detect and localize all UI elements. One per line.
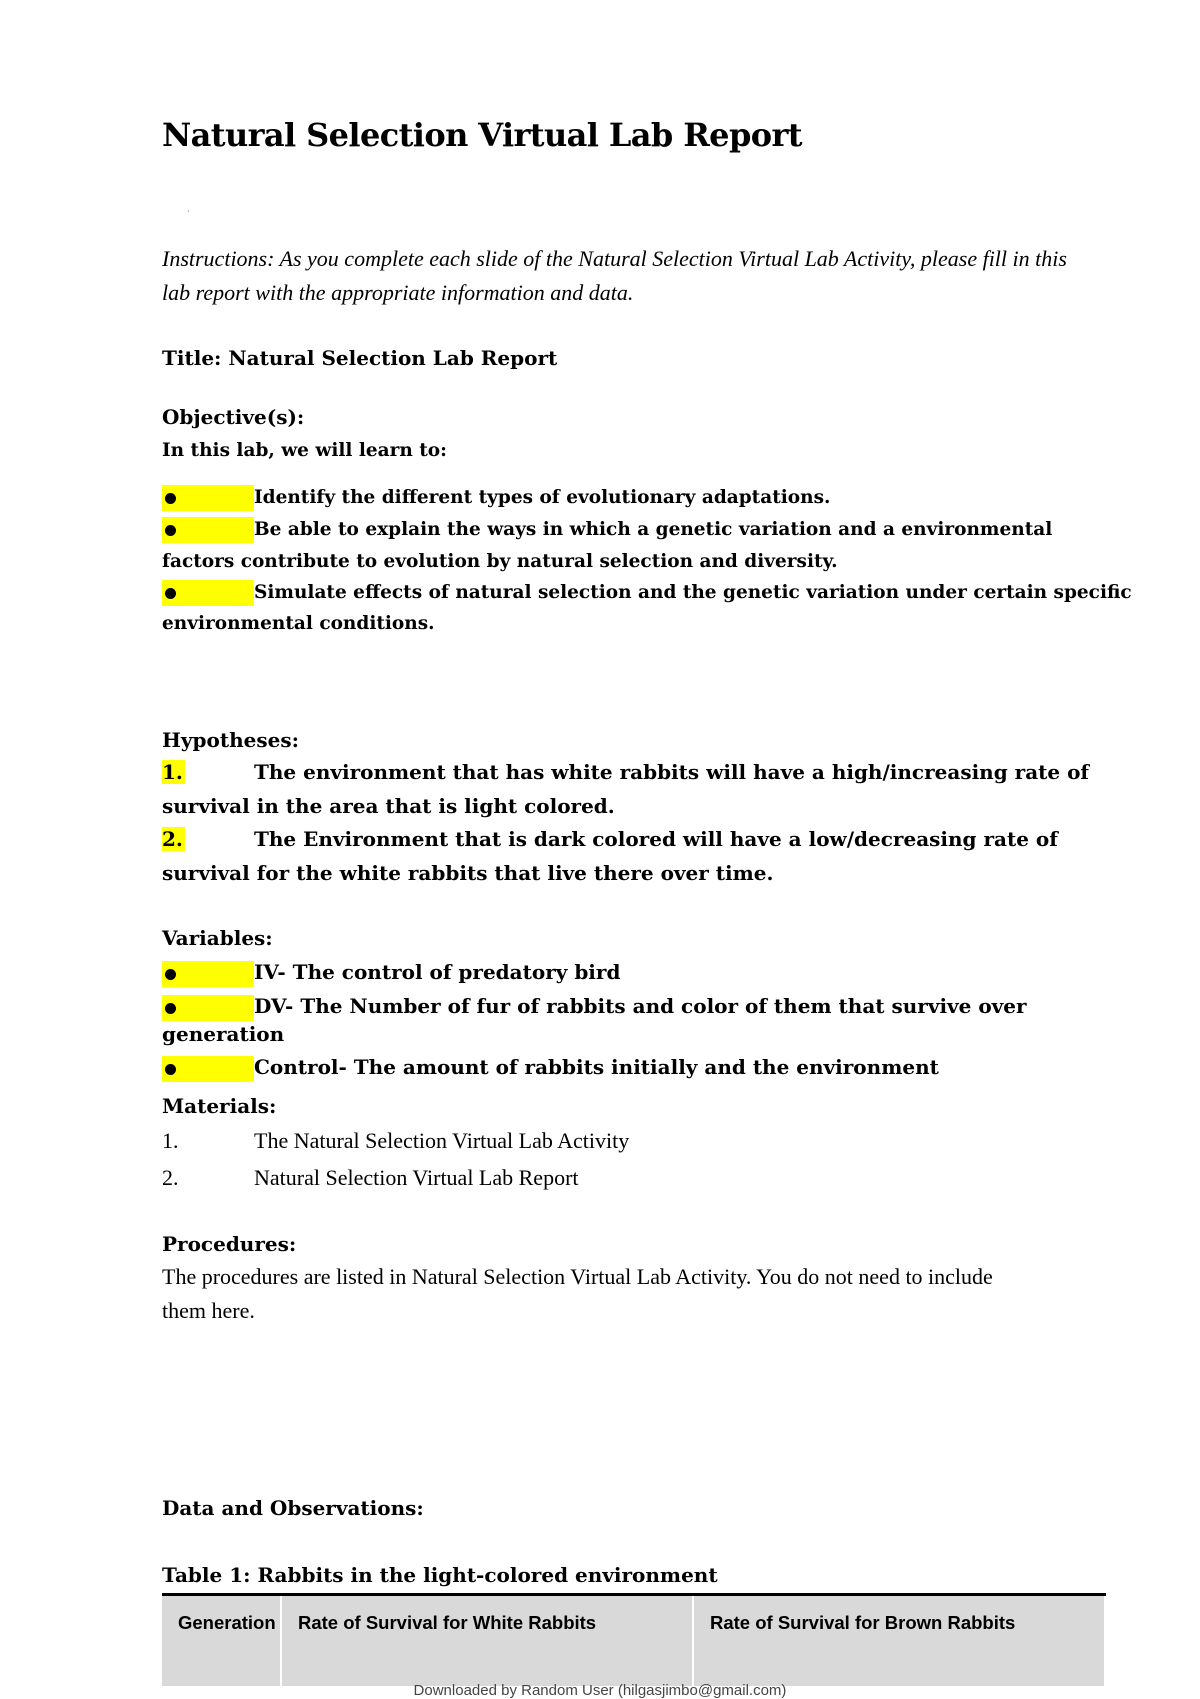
variable-text-continued: generation <box>162 1022 285 1046</box>
procedures-text: The procedures are listed in Natural Selection Virtual Lab Activity. You do not need to include <box>162 1264 993 1289</box>
material-number: 1. <box>162 1128 179 1153</box>
hypothesis-text: The Environment that is dark colored will have a low/decreasing rate of <box>254 827 1058 851</box>
table-header-row <box>162 1595 1105 1687</box>
objective-text: Be able to explain the ways in which a genetic variation and a environmental <box>254 519 1053 540</box>
table1-caption: Table 1: Rabbits in the light-colored environment <box>162 1563 718 1587</box>
bullet-icon <box>162 580 254 606</box>
data-heading: Data and Observations: <box>162 1496 424 1520</box>
table-header-brown-rabbits: Rate of Survival for Brown Rabbits <box>693 1595 1105 1687</box>
table-header-generation: Generation <box>162 1595 281 1687</box>
material-text: Natural Selection Virtual Lab Report <box>254 1165 579 1190</box>
objective-text-continued: environmental conditions. <box>162 613 435 634</box>
instructions-text: Instructions: As you complete each slide of the Natural Selection Virtual Lab Activity, please fill in this lab report with the appropriate information and data. <box>162 246 1067 305</box>
hypothesis-text: The environment that has white rabbits will have a high/increasing rate of <box>254 760 1090 784</box>
objective-item <box>162 485 831 511</box>
objective-item <box>162 517 1053 543</box>
procedures-text-continued: them here. <box>162 1298 255 1323</box>
objective-item <box>162 580 1132 606</box>
download-footer: Downloaded by Random User (hilgasjimbo@gmail.com) <box>413 1682 787 1699</box>
table-header-white-rabbits: Rate of Survival for White Rabbits <box>281 1595 693 1687</box>
small-mark: · <box>187 207 190 216</box>
objective-text-continued: factors contribute to evolution by natural selection and diversity. <box>162 551 838 572</box>
variables-heading: Variables: <box>162 926 273 950</box>
material-number: 2. <box>162 1165 179 1190</box>
variable-text: Control- The amount of rabbits initially and the environment <box>254 1055 939 1079</box>
hypothesis-text-continued: survival in the area that is light colored. <box>162 794 615 818</box>
objective-text: Simulate effects of natural selection and the genetic variation under certain specific <box>254 582 1132 603</box>
hypothesis-number: 2. <box>162 827 183 851</box>
variable-item <box>162 960 621 987</box>
variable-text: IV- The control of predatory bird <box>254 960 621 984</box>
material-text: The Natural Selection Virtual Lab Activity <box>254 1128 630 1153</box>
variable-text: DV- The Number of fur of rabbits and color of them that survive over <box>254 994 1027 1018</box>
table1 <box>162 1593 1106 1686</box>
material-item <box>162 1165 579 1191</box>
objectives-heading: Objective(s): <box>162 405 305 429</box>
hypothesis-item <box>162 760 1090 784</box>
bullet-icon <box>162 485 254 511</box>
hypothesis-text-continued: survival for the white rabbits that live there over time. <box>162 861 774 885</box>
material-item <box>162 1128 630 1154</box>
objective-text: Identify the different types of evolutionary adaptations. <box>254 487 831 508</box>
bullet-icon <box>162 961 254 987</box>
procedures-heading: Procedures: <box>162 1232 297 1256</box>
variable-item <box>162 1055 939 1082</box>
hypothesis-item <box>162 827 1058 851</box>
objectives-intro: In this lab, we will learn to: <box>162 440 447 461</box>
materials-heading: Materials: <box>162 1094 277 1118</box>
bullet-icon <box>162 517 254 543</box>
hypotheses-heading: Hypotheses: <box>162 728 299 752</box>
document-title: Natural Selection Virtual Lab Report <box>162 116 802 154</box>
report-title: Title: Natural Selection Lab Report <box>162 346 558 370</box>
variable-item <box>162 994 1027 1021</box>
bullet-icon <box>162 1056 254 1082</box>
hypothesis-number: 1. <box>162 760 183 784</box>
bullet-icon <box>162 995 254 1021</box>
